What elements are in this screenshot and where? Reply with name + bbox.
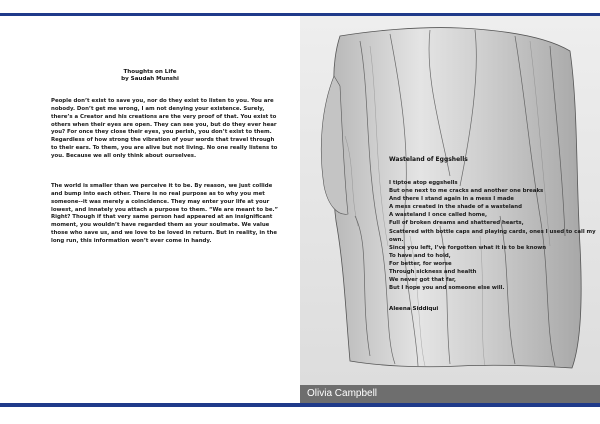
left-page — [0, 16, 300, 403]
essay-title: Thoughts on Life — [123, 69, 177, 75]
essay-paragraph: The world is smaller than we perceive it to be. By reason, we just collide and bump into each other. There is no real purpose as to why you met someone--it was merely a coincidence. They may enter your life at your lowest, and innately you attach a purpose to them. “We are meant to be.” Right? Though if that very same person had appeared at an insignificant moment, you wouldn’t have regarded them as your soulmate. We value those who save us, and we love to be loved in return. But in reality, in the long run, this information won’t ever come in handy. — [51, 183, 279, 244]
right-page — [300, 16, 600, 403]
poem-line: And there I stand again in a mess I made — [389, 196, 514, 203]
poem-line: A mess created in the shade of a wasteland — [389, 204, 522, 211]
essay-author: by Saudah Munshi — [121, 76, 179, 82]
poem-line: Full of broken dreams and shattered hearts, — [389, 220, 524, 227]
poem-body — [389, 179, 599, 292]
poem-line: Through sickness and health — [389, 269, 477, 276]
poem-author: Aleena Siddiqui — [389, 306, 439, 312]
poem-line: own. — [389, 236, 404, 243]
poem-line: But one next to me cracks and another one breaks — [389, 188, 544, 195]
artwork-caption-bar — [300, 385, 600, 403]
poem-line: But I hope you and someone else will. — [389, 285, 505, 292]
essay-paragraph: People don’t exist to save you, nor do they exist to listen to you. You are nobody. Don’t get me wrong, I am not denying your existence. Surely, there’s a Creator and his creations are the very proof of that. You exist to others when their eyes are open. They can see you, but do they ever hear you? For once they close their eyes, you perish, you don’t exist to them. Regardless of how strong the vibration of your words that travel through to their ears. To them, you are alive but not living. No one really listens to you. Because we all only think about ourselves. — [51, 98, 278, 159]
bottom-rule — [0, 403, 600, 407]
poem-title: Wasteland of Eggshells — [389, 156, 468, 163]
poem-line: I tiptoe atop eggshells — [389, 180, 458, 186]
poem-line: Scattered with bottle caps and playing cards, ones I used to call my — [389, 228, 596, 235]
poem-line: A wasteland I once called home, — [389, 212, 488, 219]
poem-line: For better, for worse — [389, 260, 452, 267]
poem-line: To have and to hold, — [389, 252, 451, 259]
poem-line: Since you left, I’ve forgotten what it is to be known — [389, 244, 547, 251]
artwork-caption: Olivia Campbell — [307, 388, 378, 399]
poem-line: We never got that far, — [389, 277, 456, 284]
